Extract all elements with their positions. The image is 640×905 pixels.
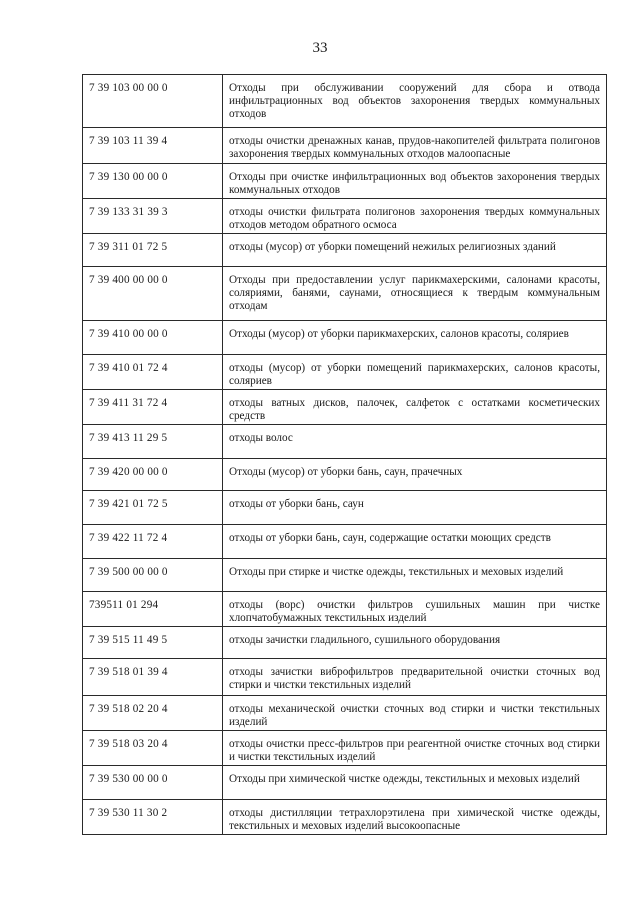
waste-code: 7 39 530 00 00 0	[83, 766, 223, 800]
table-row	[83, 321, 607, 355]
table-row	[83, 459, 607, 491]
table-row	[83, 355, 607, 390]
table-row	[83, 491, 607, 525]
waste-description: отходы волос	[223, 425, 607, 459]
waste-code: 7 39 421 01 72 5	[83, 491, 223, 525]
table-row	[83, 75, 607, 128]
table-row	[83, 128, 607, 164]
table-row	[83, 390, 607, 425]
waste-code: 7 39 133 31 39 3	[83, 199, 223, 234]
table-row	[83, 199, 607, 234]
waste-code: 7 39 103 11 39 4	[83, 128, 223, 164]
table-row	[83, 525, 607, 559]
waste-description: отходы от уборки бань, саун, содержащие остатки моющих средств	[223, 525, 607, 559]
page-number: 33	[312, 40, 328, 56]
waste-code: 739511 01 294	[83, 592, 223, 627]
waste-code: 7 39 518 03 20 4	[83, 731, 223, 766]
waste-description: Отходы (мусор) от уборки бань, саун, прачечных	[223, 459, 607, 491]
table-row	[83, 234, 607, 267]
waste-description: отходы очистки фильтрата полигонов захоронения твердых коммунальных отходов методом обратного осмоса	[223, 199, 607, 234]
waste-code: 7 39 103 00 00 0	[83, 75, 223, 128]
waste-code: 7 39 530 11 30 2	[83, 800, 223, 835]
waste-description: отходы очистки пресс-фильтров при реагентной очистке сточных вод стирки и чистки текстильных изделий	[223, 731, 607, 766]
table-row	[83, 627, 607, 659]
waste-description: отходы очистки дренажных канав, прудов-накопителей фильтрата полигонов захоронения твердых коммунальных отходов малоопасные	[223, 128, 607, 164]
waste-description: Отходы при очистке инфильтрационных вод объектов захоронения твердых коммунальных отходов	[223, 164, 607, 199]
waste-code: 7 39 410 00 00 0	[83, 321, 223, 355]
waste-description: отходы от уборки бань, саун	[223, 491, 607, 525]
waste-code-table	[82, 74, 607, 835]
waste-description: отходы (мусор) от уборки помещений нежилых религиозных зданий	[223, 234, 607, 267]
waste-description: отходы ватных дисков, палочек, салфеток с остатками косметических средств	[223, 390, 607, 425]
table-row	[83, 731, 607, 766]
waste-code: 7 39 413 11 29 5	[83, 425, 223, 459]
waste-description: Отходы при предоставлении услуг парикмахерскими, салонами красоты, соляриями, банями, саунами, относящиеся к твердым коммунальным отходам	[223, 267, 607, 321]
table-row	[83, 267, 607, 321]
waste-description: Отходы при стирке и чистке одежды, текстильных и меховых изделий	[223, 559, 607, 592]
table-row	[83, 800, 607, 835]
table-row	[83, 164, 607, 199]
waste-code: 7 39 400 00 00 0	[83, 267, 223, 321]
waste-description: отходы зачистки виброфильтров предварительной очистки сточных вод стирки и чистки текстильных изделий	[223, 659, 607, 696]
waste-code: 7 39 420 00 00 0	[83, 459, 223, 491]
table-row	[83, 425, 607, 459]
waste-description: отходы (мусор) от уборки помещений парикмахерских, салонов красоты, соляриев	[223, 355, 607, 390]
waste-description: Отходы при химической чистке одежды, текстильных и меховых изделий	[223, 766, 607, 800]
waste-description: Отходы при обслуживании сооружений для сбора и отвода инфильтрационных вод объектов захоронения твердых коммунальных отходов	[223, 75, 607, 128]
waste-code: 7 39 311 01 72 5	[83, 234, 223, 267]
table-row	[83, 696, 607, 731]
waste-code: 7 39 518 02 20 4	[83, 696, 223, 731]
table-row	[83, 659, 607, 696]
waste-code: 7 39 500 00 00 0	[83, 559, 223, 592]
table-row	[83, 559, 607, 592]
waste-description: отходы (ворс) очистки фильтров сушильных машин при чистке хлопчатобумажных текстильных изделий	[223, 592, 607, 627]
table-row	[83, 766, 607, 800]
waste-code: 7 39 422 11 72 4	[83, 525, 223, 559]
waste-code: 7 39 130 00 00 0	[83, 164, 223, 199]
waste-code: 7 39 518 01 39 4	[83, 659, 223, 696]
waste-description: Отходы (мусор) от уборки парикмахерских, салонов красоты, соляриев	[223, 321, 607, 355]
table-row	[83, 592, 607, 627]
waste-code: 7 39 410 01 72 4	[83, 355, 223, 390]
waste-description: отходы дистилляции тетрахлорэтилена при химической чистке одежды, текстильных и меховых изделий высокоопасные	[223, 800, 607, 835]
waste-description: отходы зачистки гладильного, сушильного оборудования	[223, 627, 607, 659]
waste-description: отходы механической очистки сточных вод стирки и чистки текстильных изделий	[223, 696, 607, 731]
waste-code: 7 39 515 11 49 5	[83, 627, 223, 659]
waste-code: 7 39 411 31 72 4	[83, 390, 223, 425]
